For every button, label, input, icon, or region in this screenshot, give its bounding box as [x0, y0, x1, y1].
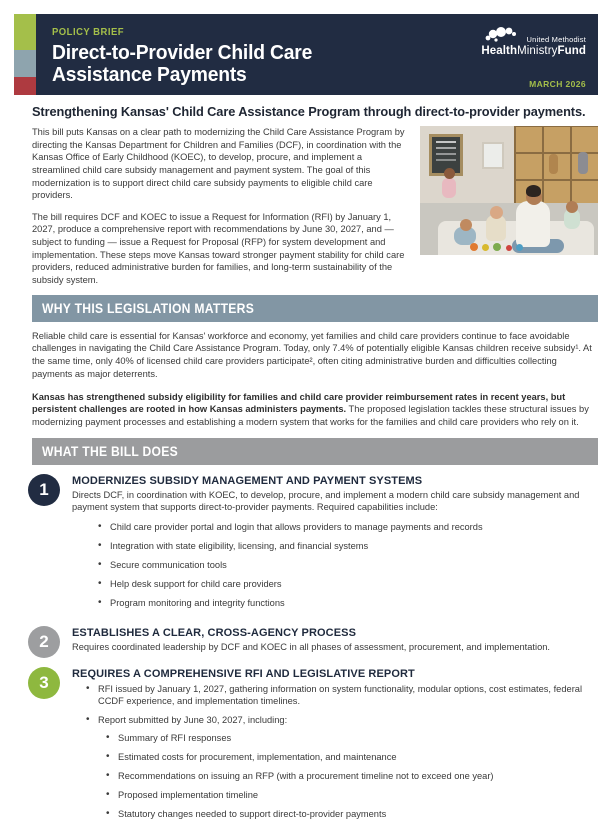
bullet-item: • Secure communication tools [98, 559, 598, 571]
logo-name-health: Health [481, 45, 517, 57]
classroom-photo [420, 126, 598, 255]
photo-toys [470, 241, 540, 251]
section-bar-what [32, 438, 598, 465]
item-heading: REQUIRES A COMPREHENSIVE RFI AND LEGISLATIVE REPORT [72, 668, 598, 680]
why-paragraph-2-bold: Kansas has strengthened subsidy eligibility for families and child care provider reimbursement rates in recent years, but persistent challenges are rooted in how Kansas administers payments. [32, 392, 565, 415]
item-heading: ESTABLISHES A CLEAR, CROSS-AGENCY PROCESS [72, 627, 598, 639]
intro-paragraph-1: This bill puts Kansas on a clear path to modernizing the Child Care Assistance Program by directing the Kansas Department for Children and Families (DCF), in coordination with the Kansas Office of Early Childhood (KOEC), to develop, procure, and implement a streamlined child care subsidy management and payment system. The goal of this modernization is to support direct child care subsidy payments to eligible child care providers. [32, 126, 409, 202]
header-banner [14, 14, 598, 95]
sub-bullet-item: • Summary of RFI responses [106, 732, 566, 744]
accent-block-red [14, 77, 36, 95]
item-subbullet-list [106, 732, 598, 820]
issue-date: MARCH 2026 [529, 79, 586, 89]
intro-text [32, 126, 409, 287]
health-ministry-fund-logo [481, 26, 586, 57]
accent-block-green [14, 14, 36, 50]
photo-coat [549, 154, 558, 174]
banner-logo-group [481, 22, 586, 89]
intro-section [32, 126, 598, 287]
sub-bullet-item: • Recommendations on issuing an RFP (with a procurement timeline not to exceed one year) [106, 770, 566, 782]
bullet-item: • Program monitoring and integrity functions [98, 597, 598, 609]
banner-title-group [52, 22, 392, 89]
accent-block-bluegray [14, 50, 36, 77]
bullet-item: • Help desk support for child care providers [98, 578, 598, 590]
logo-name-fund: Fund [558, 45, 587, 57]
item-number-badge: 1 [28, 474, 60, 506]
bullet-item: • RFI issued by January 1, 2027, gathering information on system functionality, modular options, cost estimates, federal CCDF experience, and implementation timelines. [86, 683, 586, 707]
section-title-why: WHY THIS LEGISLATION MATTERS [42, 301, 254, 316]
logo-org-label: United Methodist [527, 35, 586, 44]
item-heading: MODERNIZES SUBSIDY MANAGEMENT AND PAYMENT SYSTEMS [72, 475, 598, 487]
intro-paragraph-2: The bill requires DCF and KOEC to issue a Request for Information (RFI) by January 1, 2027, produce a comprehensive report with recommendations by June 30, 2027, and — subject to funding — issue a Request for Proposal (RFP) for system development and implementation. These steps move Kansas toward stronger payment stability for child care providers, reduced administrative burden for families, and long-term sustainability of the subsidy system. [32, 211, 409, 287]
sub-bullet-item: • Statutory changes needed to support direct-to-provider payments [106, 808, 566, 820]
dots-cluster-icon [483, 26, 523, 44]
logo-top-row [483, 26, 586, 44]
item-bullet-list [86, 683, 598, 726]
photo-coat [578, 152, 588, 174]
accent-strip [14, 14, 36, 95]
sub-bullet-item: • Estimated costs for procurement, implementation, and maintenance [106, 751, 566, 763]
item-number-badge: 3 [28, 667, 60, 699]
why-paragraph-2 [32, 391, 598, 429]
item-number-badge: 2 [28, 626, 60, 658]
section-title-what: WHAT THE BILL DOES [42, 444, 178, 459]
page-title: Direct-to-Provider Child Care Assistance Payments [52, 42, 390, 86]
photo-window [482, 142, 504, 169]
kicker-label: POLICY BRIEF [52, 27, 124, 38]
logo-name-ministry: Ministry [517, 45, 557, 57]
bill-item-1 [28, 474, 598, 617]
item-bullet-list [98, 521, 598, 609]
sub-bullet-item: • Proposed implementation timeline [106, 789, 566, 801]
bill-item-2 [28, 626, 598, 658]
bullet-item: • Child care provider portal and login that allows providers to manage payments and records [98, 521, 598, 533]
why-paragraph-2-rest: The proposed legislation tackles these structural issues by modernizing payment processes and establishing a modern system that works for the families and child care providers who rely on it. [32, 404, 589, 427]
why-paragraph-1: Reliable child care is essential for Kansas' workforce and economy, yet families and child care providers continue to face avoidable challenges in navigating the Child Care Assistance Program. Today, only 7.4% of potentially eligible Kansas children receive subsidy¹. At the same time, only 40% of licensed child care providers participate², often citing administrative burden and difficulties collecting payments as major deterrents. [32, 330, 598, 381]
item-body: Requires coordinated leadership by DCF and KOEC in all phases of assessment, procurement, and implementation. [72, 641, 592, 654]
bullet-item: • Report submitted by June 30, 2027, including: [86, 714, 586, 726]
bill-item-3 [28, 667, 598, 827]
title-banner [36, 14, 598, 95]
section-bar-why [32, 295, 598, 322]
bill-items [28, 474, 598, 827]
headline: Strengthening Kansas' Child Care Assistance Program through direct-to-provider payments. [32, 104, 604, 119]
item-body: Directs DCF, in coordination with KOEC, to develop, procure, and implement a modern child care subsidy management and payment system that supports direct-to-provider payments. Required capabilities include: [72, 489, 592, 514]
bullet-item: • Integration with state eligibility, licensing, and financial systems [98, 540, 598, 552]
logo-name [481, 45, 586, 57]
